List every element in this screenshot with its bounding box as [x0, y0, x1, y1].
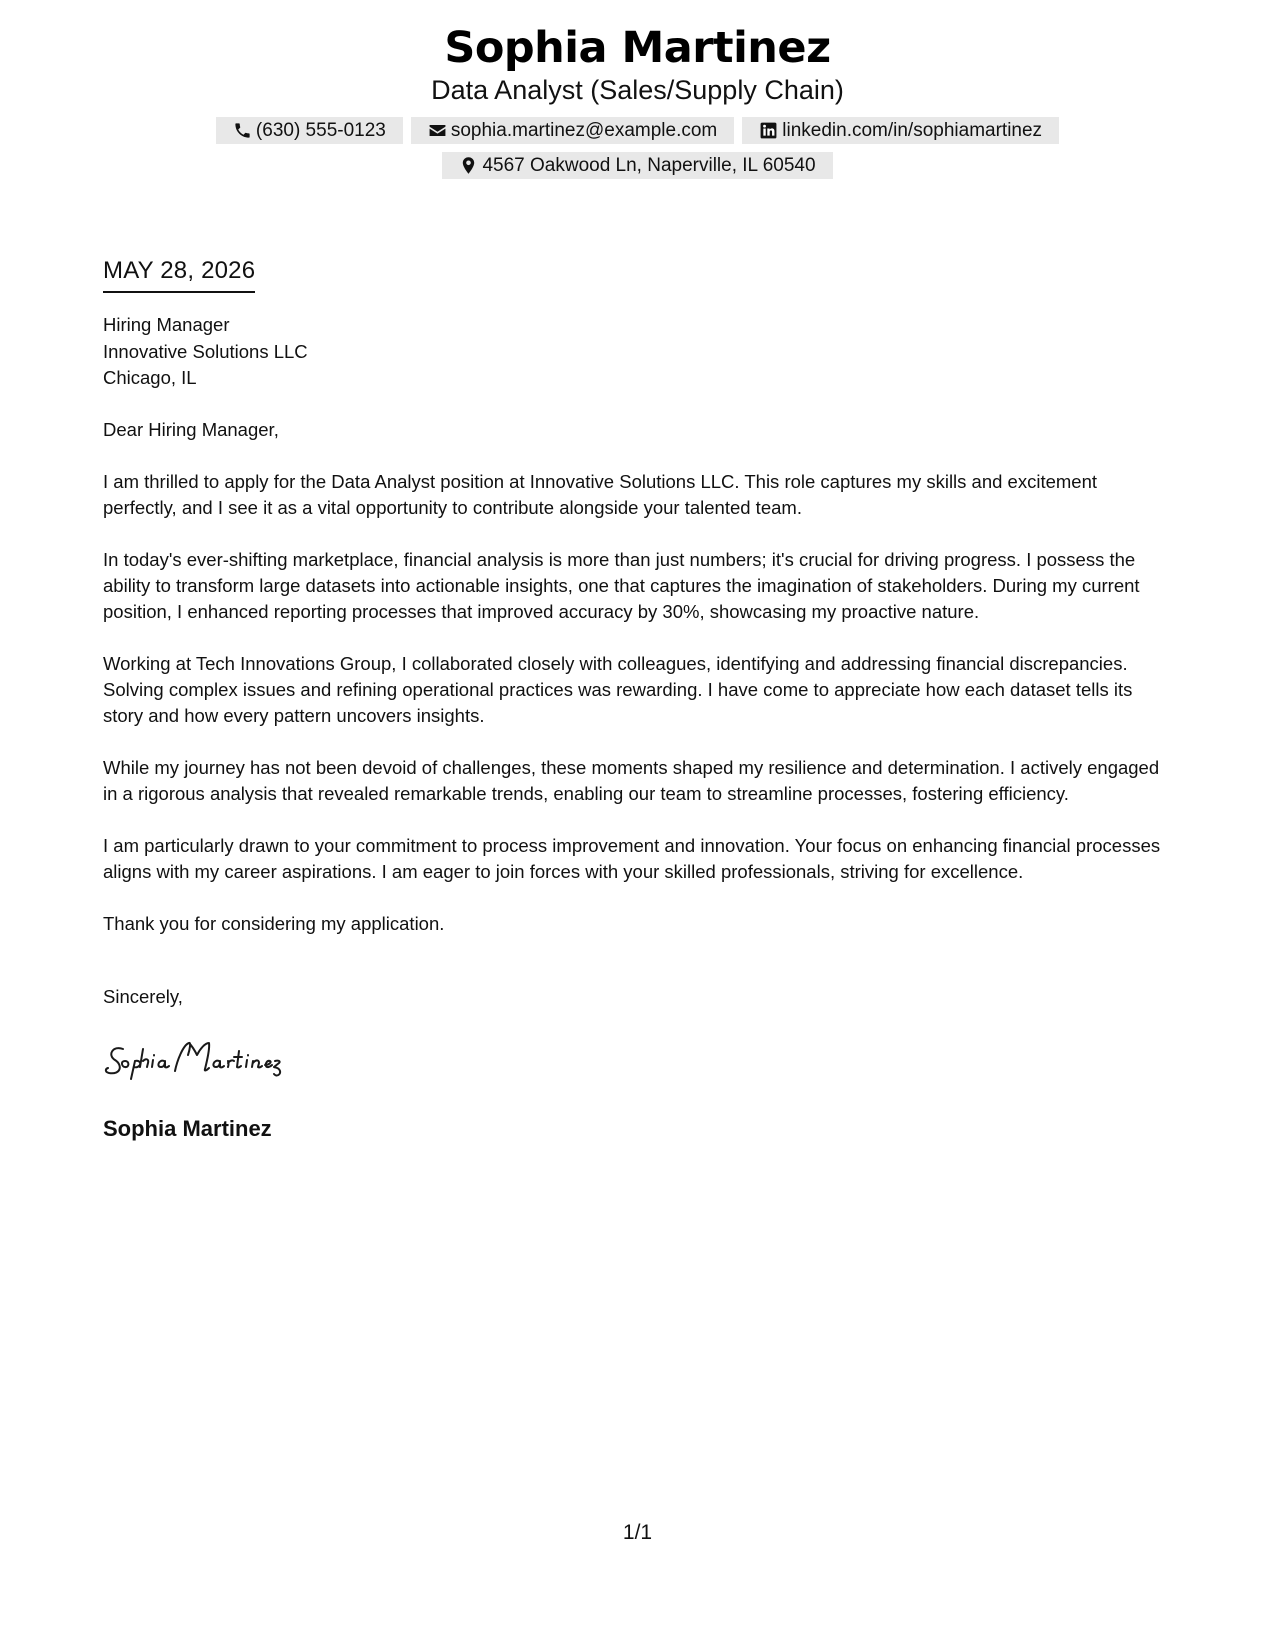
recipient-title: Hiring Manager — [103, 314, 230, 335]
page-number: 1/1 — [622, 1521, 653, 1544]
letter-date: MAY 28, 2026 — [103, 256, 255, 293]
paragraph: I am particularly drawn to your commitment to process improvement and innovation. Your focus on enhancing financial processes aligns with my career aspirations. I am eager to join forces with your skilled professionals, striving for excellence. — [103, 834, 1161, 882]
paragraph: Thank you for considering my application. — [103, 912, 445, 934]
phone-chip[interactable] — [216, 117, 403, 144]
recipient-company: Innovative Solutions LLC — [103, 340, 308, 362]
paragraph: While my journey has not been devoid of challenges, these moments shaped my resilience and determination. I actively engaged in a rigorous analysis that revealed remarkable trends, enabling our team to streamline processes, fostering efficiency. — [103, 756, 1160, 804]
letter-body — [103, 256, 1175, 1143]
paragraph: I am thrilled to apply for the Data Analyst position at Innovative Solutions LLC. This role captures my skills and excitement perfectly, and I see it as a vital opportunity to contribute alongside your talented team. — [103, 470, 1098, 518]
signature-drawing — [103, 1035, 373, 1085]
recipient-location: Chicago, IL — [103, 367, 197, 388]
phone-number: (630) 555-0123 — [255, 120, 386, 141]
paragraph: In today's ever-shifting marketplace, financial analysis is more than just numbers; it's crucial for driving progress. I possess the ability to transform large datasets into actionable insights, one that captures the imagination of stakeholders. During my current position, I enhanced reporting processes that improved accuracy by 30%, showcasing my proactive nature. — [103, 548, 1140, 622]
letter-header — [0, 22, 1275, 179]
phone-icon — [233, 121, 252, 140]
recipient-block — [103, 312, 1175, 392]
map-pin-icon — [459, 156, 478, 175]
linkedin-icon — [759, 121, 778, 140]
envelope-icon — [428, 121, 447, 140]
address-chip[interactable] — [442, 152, 832, 179]
paragraph: Working at Tech Innovations Group, I collaborated closely with colleagues, identifying and addressing financial discrepancies. Solving complex issues and refining operational practices was rewarding. I have come to appreciate how each dataset tells its story and how every pattern uncovers insights. — [103, 652, 1133, 726]
signer-name: Sophia Martinez — [103, 1115, 272, 1141]
salutation: Dear Hiring Manager, — [103, 418, 279, 440]
linkedin-url: linkedin.com/in/sophiamartinez — [782, 120, 1043, 141]
email-chip[interactable] — [411, 117, 734, 144]
street-address: 4567 Oakwood Ln, Naperville, IL 60540 — [482, 155, 816, 176]
handwritten-signature — [103, 1035, 1175, 1085]
closing: Sincerely, — [103, 985, 183, 1007]
contact-row-2 — [0, 152, 1275, 179]
applicant-name: Sophia Martinez — [444, 23, 831, 73]
contact-row-1 — [0, 117, 1275, 144]
job-title: Data Analyst (Sales/Supply Chain) — [431, 75, 844, 105]
linkedin-chip[interactable] — [742, 117, 1059, 144]
email-address: sophia.martinez@example.com — [450, 120, 718, 141]
